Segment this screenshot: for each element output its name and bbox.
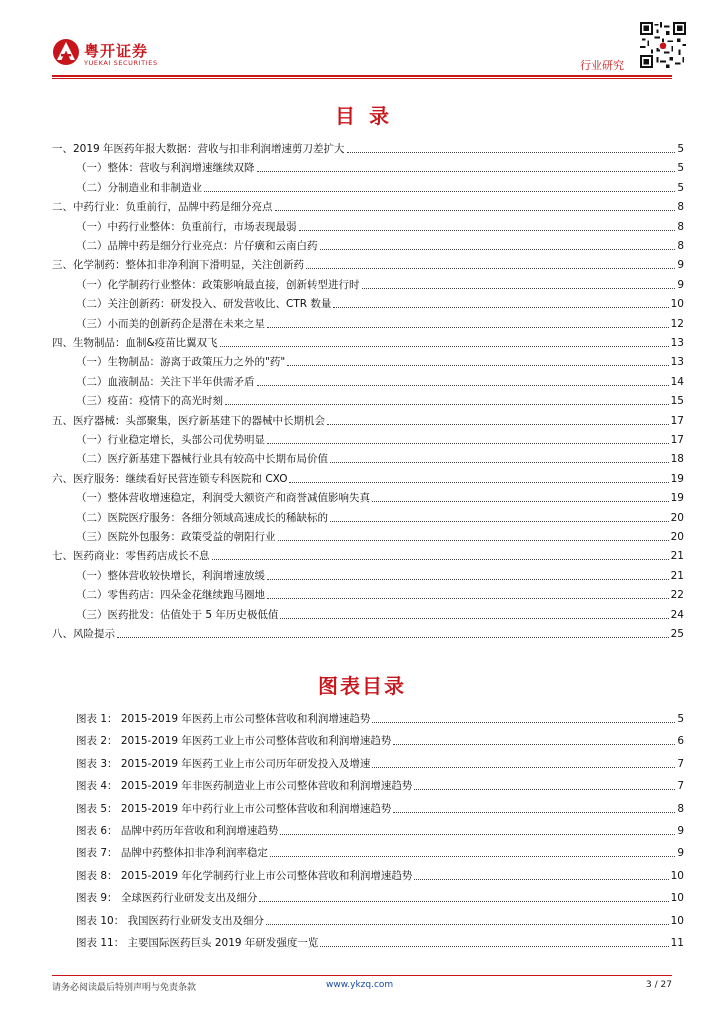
page-number: 3 / 27 bbox=[646, 980, 672, 990]
dot-leader bbox=[267, 578, 669, 580]
dot-leader bbox=[372, 721, 675, 723]
toc-entry[interactable] bbox=[76, 487, 684, 505]
figure-index-entry-label: 图表 7： 品牌中药整体扣非净利润率稳定 bbox=[76, 847, 268, 860]
brand-name-en: YUEKAI SECURITIES bbox=[84, 59, 158, 67]
dot-leader bbox=[414, 788, 675, 790]
dot-leader bbox=[225, 403, 669, 405]
dot-leader bbox=[267, 597, 669, 599]
toc-entry-label: （二）血液制品：关注下半年供需矛盾 bbox=[76, 375, 255, 388]
toc-entry[interactable] bbox=[52, 468, 684, 486]
toc-entry[interactable] bbox=[76, 157, 684, 175]
page-header bbox=[0, 0, 724, 80]
toc-entry[interactable] bbox=[76, 177, 684, 195]
report-type-label: 行业研究 bbox=[580, 59, 624, 72]
toc-entry-label: 五、医疗器械：头部聚集，医疗新基建下的器械中长期机会 bbox=[52, 414, 325, 427]
toc-entry-label: （一）中药行业整体：负重前行，市场表现最弱 bbox=[76, 220, 297, 233]
figure-index-entry-page: 9 bbox=[677, 847, 684, 860]
dot-leader bbox=[270, 855, 675, 857]
dot-leader bbox=[347, 151, 676, 153]
toc-entry-label: （二）医院医疗服务：各细分领域高速成长的稀缺标的 bbox=[76, 511, 328, 524]
toc-entry[interactable] bbox=[76, 507, 684, 525]
figure-index-entry-label: 图表 6： 品牌中药历年营收和利润增速趋势 bbox=[76, 825, 279, 837]
toc-entry-label: （二）零售药店：四朵金花继续跑马圈地 bbox=[76, 589, 265, 602]
figure-index-entry-label: 图表 8： 2015-2019 年化学制药行业上市公司整体营收和利润增速趋势 bbox=[76, 869, 413, 882]
toc-entry[interactable] bbox=[76, 216, 684, 234]
toc-entry-page: 19 bbox=[670, 492, 684, 505]
toc-entry-label: 二、中药行业：负重前行，品牌中药是细分亮点 bbox=[52, 201, 273, 214]
toc-entry[interactable] bbox=[52, 196, 684, 214]
dot-leader bbox=[327, 423, 669, 425]
figure-index-entry[interactable] bbox=[76, 730, 684, 748]
dot-leader bbox=[259, 900, 668, 902]
toc-entry-page: 20 bbox=[670, 531, 684, 543]
header-divider bbox=[52, 75, 672, 77]
brand-name-cn: 粤开证券 bbox=[84, 42, 149, 60]
toc-entry-page: 8 bbox=[677, 201, 684, 214]
figure-index-entry[interactable] bbox=[76, 775, 684, 793]
toc-entry-page: 25 bbox=[670, 628, 684, 640]
toc-entry-page: 22 bbox=[670, 589, 684, 602]
figure-index-entry[interactable] bbox=[76, 708, 684, 726]
toc-entry-page: 13 bbox=[670, 337, 684, 349]
dot-leader bbox=[275, 209, 676, 211]
toc-entry-label: （三）医院外包服务：政策受益的朝阳行业 bbox=[76, 531, 276, 543]
figure-index-entry-page: 11 bbox=[670, 937, 684, 949]
figure-index-entry[interactable] bbox=[76, 753, 684, 771]
toc-entry-page: 17 bbox=[670, 434, 684, 446]
toc-entry[interactable] bbox=[76, 274, 684, 292]
figure-index-entry[interactable] bbox=[76, 842, 684, 860]
figure-index-entry-label: 图表 11： 主要国际医药巨头 2019 年研发强度一览 bbox=[76, 937, 319, 949]
figure-index-entry-label: 图表 1： 2015-2019 年医药上市公司整体营收和利润增速趋势 bbox=[76, 713, 371, 725]
toc-entry[interactable] bbox=[52, 623, 684, 641]
toc-entry-label: 六、医疗服务：继续看好民营连锁专科医院和 CXO bbox=[52, 472, 288, 485]
figure-index-entry-page: 7 bbox=[677, 757, 684, 770]
toc-entry-label: （三）医药批发：估值处于 5 年历史极低值 bbox=[76, 608, 279, 621]
figure-index-entry-label: 图表 3： 2015-2019 年医药工业上市公司历年研发投入及增速 bbox=[76, 757, 371, 770]
toc-entry-page: 5 bbox=[677, 143, 684, 155]
dot-leader bbox=[372, 766, 675, 768]
toc-entry-page: 14 bbox=[670, 375, 684, 388]
dot-leader bbox=[372, 500, 669, 502]
figure-index-entry[interactable] bbox=[76, 910, 684, 928]
footer-website-link[interactable]: www.ykzq.com bbox=[326, 980, 394, 990]
toc-title: 目录 bbox=[335, 104, 403, 128]
figure-index-entry-page: 10 bbox=[670, 892, 684, 905]
toc-entry-label: 八、风险提示 bbox=[52, 628, 115, 640]
toc-entry-page: 13 bbox=[670, 356, 684, 369]
figure-index-entry-label: 图表 2： 2015-2019 年医药工业上市公司整体营收和利润增速趋势 bbox=[76, 735, 392, 748]
figure-index-entry-page: 5 bbox=[677, 713, 684, 725]
figure-index-entry-page: 6 bbox=[677, 735, 684, 748]
figure-index-entry-page: 7 bbox=[677, 780, 684, 793]
toc-entry[interactable] bbox=[76, 351, 684, 369]
toc-entry-label: （二）分制造业和非制造业 bbox=[76, 181, 202, 194]
toc-entry-page: 8 bbox=[677, 240, 684, 252]
toc-entry[interactable] bbox=[76, 584, 684, 602]
toc-entry-label: 七、医药商业：零售药店成长不息 bbox=[52, 550, 210, 563]
toc-entry-label: （三）疫苗：疫情下的高光时刻 bbox=[76, 395, 223, 408]
toc-entry[interactable] bbox=[76, 371, 684, 389]
figure-index-title: 图表目录 bbox=[318, 674, 406, 698]
toc-entry-page: 5 bbox=[677, 162, 684, 175]
toc-entry[interactable] bbox=[76, 565, 684, 583]
dot-leader bbox=[280, 617, 668, 619]
dot-leader bbox=[257, 170, 676, 172]
footer-divider bbox=[52, 975, 672, 976]
toc-entry[interactable] bbox=[52, 138, 684, 156]
toc-entry-page: 21 bbox=[670, 550, 684, 563]
figure-index-entry[interactable] bbox=[76, 798, 684, 816]
toc-entry[interactable] bbox=[76, 390, 684, 408]
toc-entry-page: 9 bbox=[677, 259, 684, 272]
toc-entry-page: 17 bbox=[670, 414, 684, 427]
toc-entry-page: 21 bbox=[670, 569, 684, 582]
header-divider-thin bbox=[52, 78, 672, 79]
dot-leader bbox=[257, 384, 669, 386]
dot-leader bbox=[280, 833, 675, 835]
toc-entry-label: （三）小而美的创新药企是潜在未来之星 bbox=[76, 317, 265, 330]
toc-entry[interactable] bbox=[76, 429, 684, 447]
figure-index-entry-page: 9 bbox=[677, 825, 684, 837]
figure-index-entry[interactable] bbox=[76, 820, 684, 838]
dot-leader bbox=[220, 345, 669, 347]
toc-entry-label: 一、2019 年医药年报大数据：营收与扣非利润增速剪刀差扩大 bbox=[52, 143, 345, 155]
toc-entry-page: 5 bbox=[677, 181, 684, 194]
toc-entry-page: 9 bbox=[677, 278, 684, 291]
figure-index-entry-label: 图表 10： 我国医药行业研发支出及细分 bbox=[76, 914, 265, 927]
toc-entry[interactable] bbox=[76, 235, 684, 253]
qr-code-icon[interactable] bbox=[640, 22, 686, 68]
dot-leader bbox=[320, 248, 676, 250]
dot-leader bbox=[267, 442, 669, 444]
toc-entry-page: 15 bbox=[670, 395, 684, 408]
toc-entry-label: （一）整体：营收与利润增速继续双降 bbox=[76, 162, 255, 175]
toc-entry-label: （二）品牌中药是细分行业亮点：片仔癀和云南白药 bbox=[76, 240, 318, 252]
dot-leader bbox=[267, 326, 669, 328]
dot-leader bbox=[266, 923, 669, 925]
toc-entry-label: （一）生物制品：游离于政策压力之外的"药" bbox=[76, 356, 286, 369]
toc-entry[interactable] bbox=[76, 313, 684, 331]
footer-disclaimer: 请务必阅读最后特别声明与免责条款 bbox=[52, 983, 197, 993]
toc-entry-page: 10 bbox=[670, 298, 684, 311]
toc-entry[interactable] bbox=[52, 254, 684, 272]
toc-entry-label: （一）化学制药行业整体：政策影响最直接，创新转型进行时 bbox=[76, 278, 360, 291]
toc-entry-page: 12 bbox=[670, 317, 684, 330]
figure-index-entry[interactable] bbox=[76, 865, 684, 883]
dot-leader bbox=[287, 364, 668, 366]
toc-entry[interactable] bbox=[76, 604, 684, 622]
dot-leader bbox=[320, 945, 668, 947]
figure-index-entry[interactable] bbox=[76, 887, 684, 905]
toc-entry[interactable] bbox=[76, 448, 684, 466]
toc-entry[interactable] bbox=[52, 332, 684, 350]
toc-entry-label: （二）关注创新药：研发投入、研发营收比、CTR 数量 bbox=[76, 298, 332, 311]
toc-entry-label: （一）整体营收较快增长，利润增速放缓 bbox=[76, 569, 265, 582]
figure-index-entry-page: 8 bbox=[677, 802, 684, 815]
dot-leader bbox=[212, 558, 669, 560]
toc-entry-label: （一）行业稳定增长，头部公司优势明显 bbox=[76, 434, 265, 446]
figure-index-entry-page: 10 bbox=[670, 914, 684, 927]
figure-index-entry-page: 10 bbox=[670, 869, 684, 882]
toc-entry-page: 19 bbox=[670, 472, 684, 485]
toc-entry-label: 三、化学制药：整体扣非净利润下滑明显，关注创新药 bbox=[52, 259, 304, 272]
toc-entry-label: 四、生物制品：血制&疫苗比翼双飞 bbox=[52, 337, 218, 349]
toc-entry-page: 24 bbox=[670, 608, 684, 621]
toc-entry-label: （二）医疗新基建下器械行业具有较高中长期布局价值 bbox=[76, 453, 328, 466]
toc-entry[interactable] bbox=[52, 410, 684, 428]
toc-entry[interactable] bbox=[76, 293, 684, 311]
dot-leader bbox=[117, 636, 669, 638]
toc-entry[interactable] bbox=[52, 545, 684, 563]
dot-leader bbox=[306, 267, 675, 269]
dot-leader bbox=[278, 539, 669, 541]
dot-leader bbox=[299, 229, 676, 231]
dot-leader bbox=[333, 306, 668, 308]
toc-entry-label: （一）整体营收增速稳定，利润受大额资产和商誉减值影响失真 bbox=[76, 492, 370, 505]
figure-index-entry-label: 图表 5： 2015-2019 年中药行业上市公司整体营收和利润增速趋势 bbox=[76, 802, 392, 815]
dot-leader bbox=[330, 461, 669, 463]
dot-leader bbox=[362, 287, 676, 289]
figure-index-entry-label: 图表 9： 全球医药行业研发支出及细分 bbox=[76, 892, 258, 905]
toc-entry-page: 20 bbox=[670, 511, 684, 524]
figure-index-entry[interactable] bbox=[76, 932, 684, 950]
dot-leader bbox=[204, 190, 675, 192]
dot-leader bbox=[330, 520, 669, 522]
dot-leader bbox=[393, 811, 675, 813]
dot-leader bbox=[393, 743, 675, 745]
toc-entry-page: 8 bbox=[677, 220, 684, 233]
figure-index-entry-label: 图表 4： 2015-2019 年非医药制造业上市公司整体营收和利润增速趋势 bbox=[76, 780, 413, 793]
toc-entry[interactable] bbox=[76, 526, 684, 544]
toc-entry-page: 18 bbox=[670, 453, 684, 466]
dot-leader bbox=[289, 481, 668, 483]
dot-leader bbox=[414, 878, 668, 880]
yuekai-logo-icon bbox=[52, 38, 80, 66]
